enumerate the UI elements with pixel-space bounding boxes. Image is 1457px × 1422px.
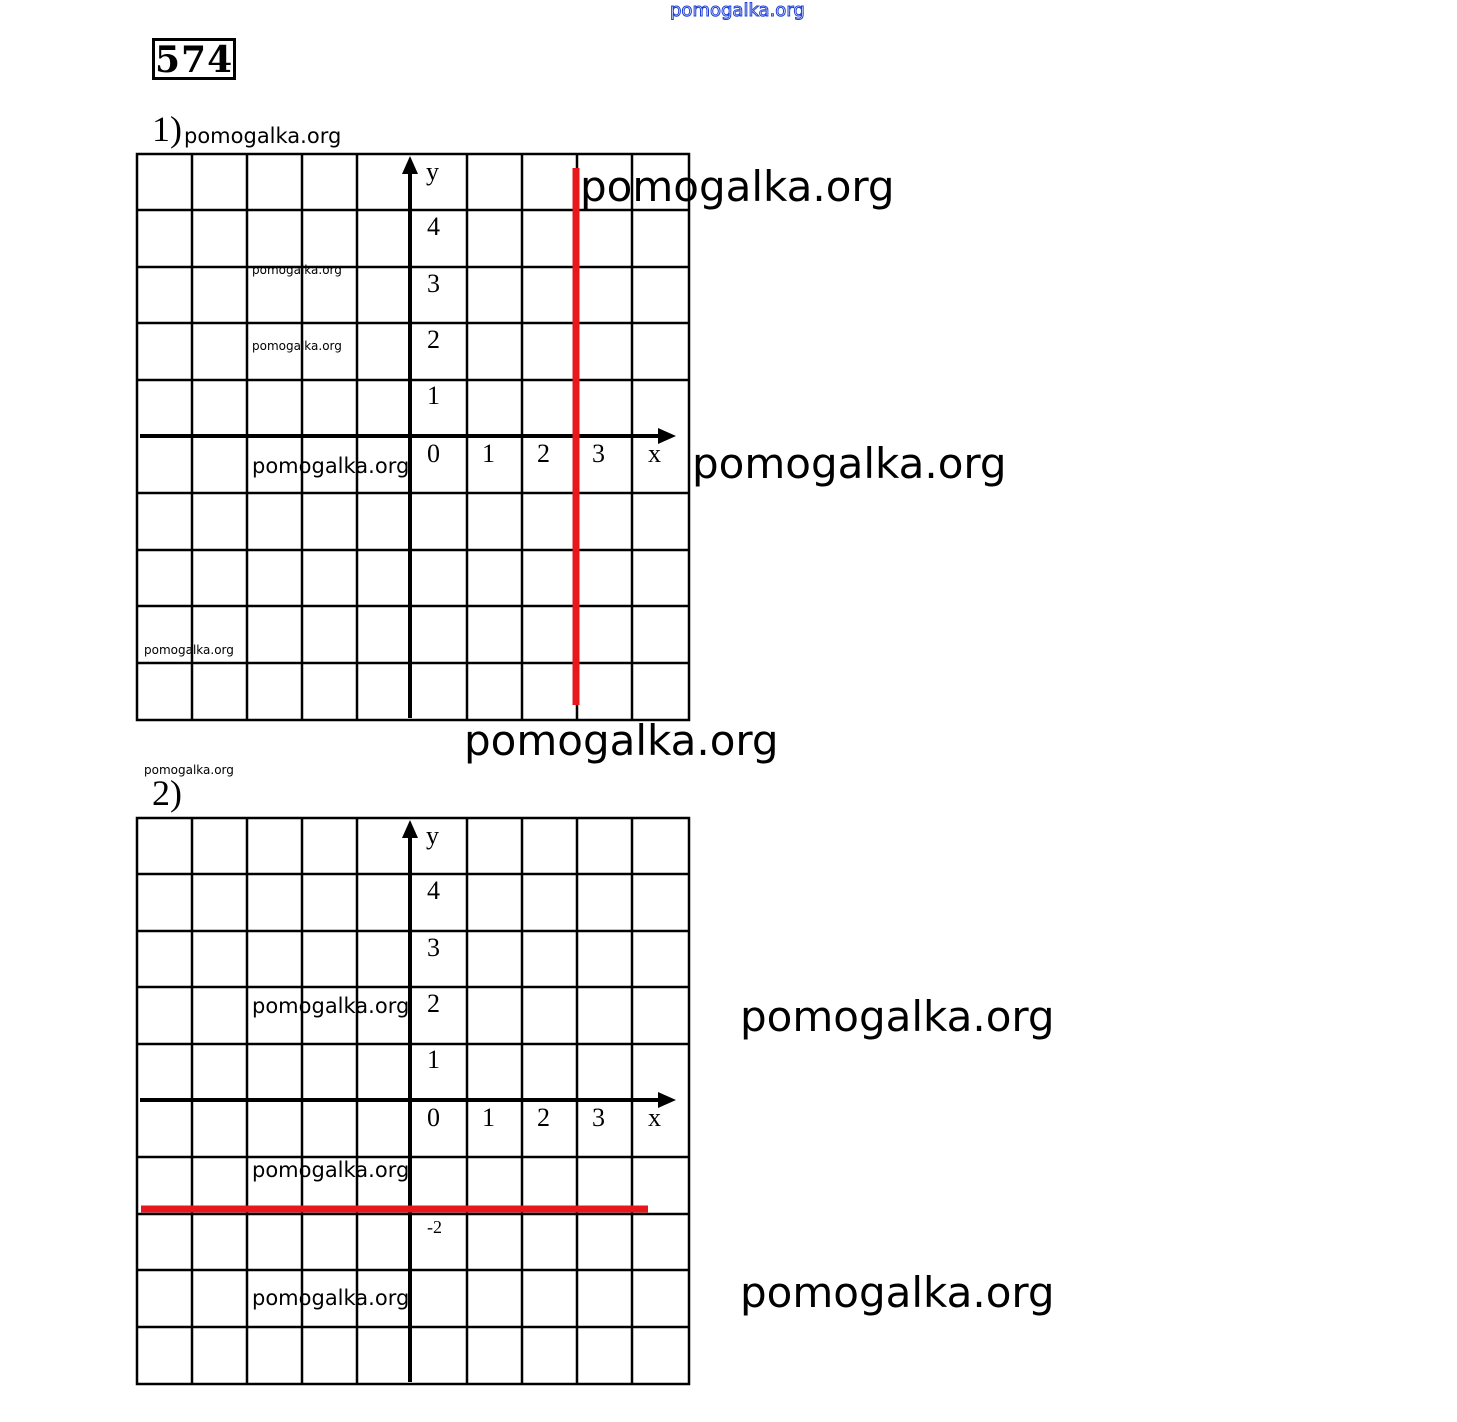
y-tick-label: 3 bbox=[427, 933, 440, 962]
watermark-text: pomogalka.org bbox=[252, 994, 410, 1018]
watermark-text: pomogalka.org bbox=[464, 716, 779, 765]
graph-2 bbox=[120, 804, 720, 1404]
y-tick-label: 2 bbox=[427, 989, 440, 1018]
watermark-text: pomogalka.org bbox=[144, 643, 234, 657]
watermark-text: pomogalka.org bbox=[692, 439, 1007, 488]
watermark-text: pomogalka.org bbox=[144, 763, 234, 777]
x-axis-label-2: x bbox=[648, 1103, 661, 1132]
y-axis-label-1: y bbox=[426, 157, 439, 186]
x-tick-label: 1 bbox=[482, 439, 495, 468]
y-tick-label: 1 bbox=[427, 1045, 440, 1074]
x-tick-label: 3 bbox=[592, 439, 605, 468]
x-tick-label: 2 bbox=[537, 439, 550, 468]
x-axis-label-1: x bbox=[648, 439, 661, 468]
watermark-text: pomogalka.org bbox=[252, 454, 410, 478]
x-tick-label: 1 bbox=[482, 1103, 495, 1132]
watermark-text: pomogalka.org bbox=[252, 1286, 410, 1310]
watermark-text: pomogalka.org bbox=[580, 162, 895, 211]
x-tick-label: 3 bbox=[592, 1103, 605, 1132]
y-axis-label-2: y bbox=[426, 821, 439, 850]
header-watermark: pomogalka.org bbox=[670, 0, 805, 21]
watermark-text: pomogalka.org bbox=[252, 1158, 410, 1182]
y-tick-label: 4 bbox=[427, 876, 440, 905]
watermark-text: pomogalka.org bbox=[740, 992, 1055, 1041]
part-label-2: 2) bbox=[152, 773, 182, 813]
problem-number: 574 bbox=[152, 38, 236, 80]
y-tick-label: 1 bbox=[427, 381, 440, 410]
y-axis-arrow-1 bbox=[402, 156, 418, 174]
y-axis-arrow-2 bbox=[402, 820, 418, 838]
y-tick-label: 4 bbox=[427, 212, 440, 241]
y-tick-label: 2 bbox=[427, 325, 440, 354]
x-tick-label: 2 bbox=[537, 1103, 550, 1132]
y-tick-label: 3 bbox=[427, 269, 440, 298]
part-label-1: 1) bbox=[152, 109, 182, 149]
watermark-text: pomogalka.org bbox=[252, 263, 342, 277]
watermark-text: pomogalka.org bbox=[252, 339, 342, 353]
watermark-text: pomogalka.org bbox=[184, 124, 342, 148]
watermark-text: pomogalka.org bbox=[740, 1268, 1055, 1317]
y-tick-label: -2 bbox=[427, 1217, 442, 1237]
x-tick-label: 0 bbox=[427, 439, 440, 468]
x-tick-label: 0 bbox=[427, 1103, 440, 1132]
